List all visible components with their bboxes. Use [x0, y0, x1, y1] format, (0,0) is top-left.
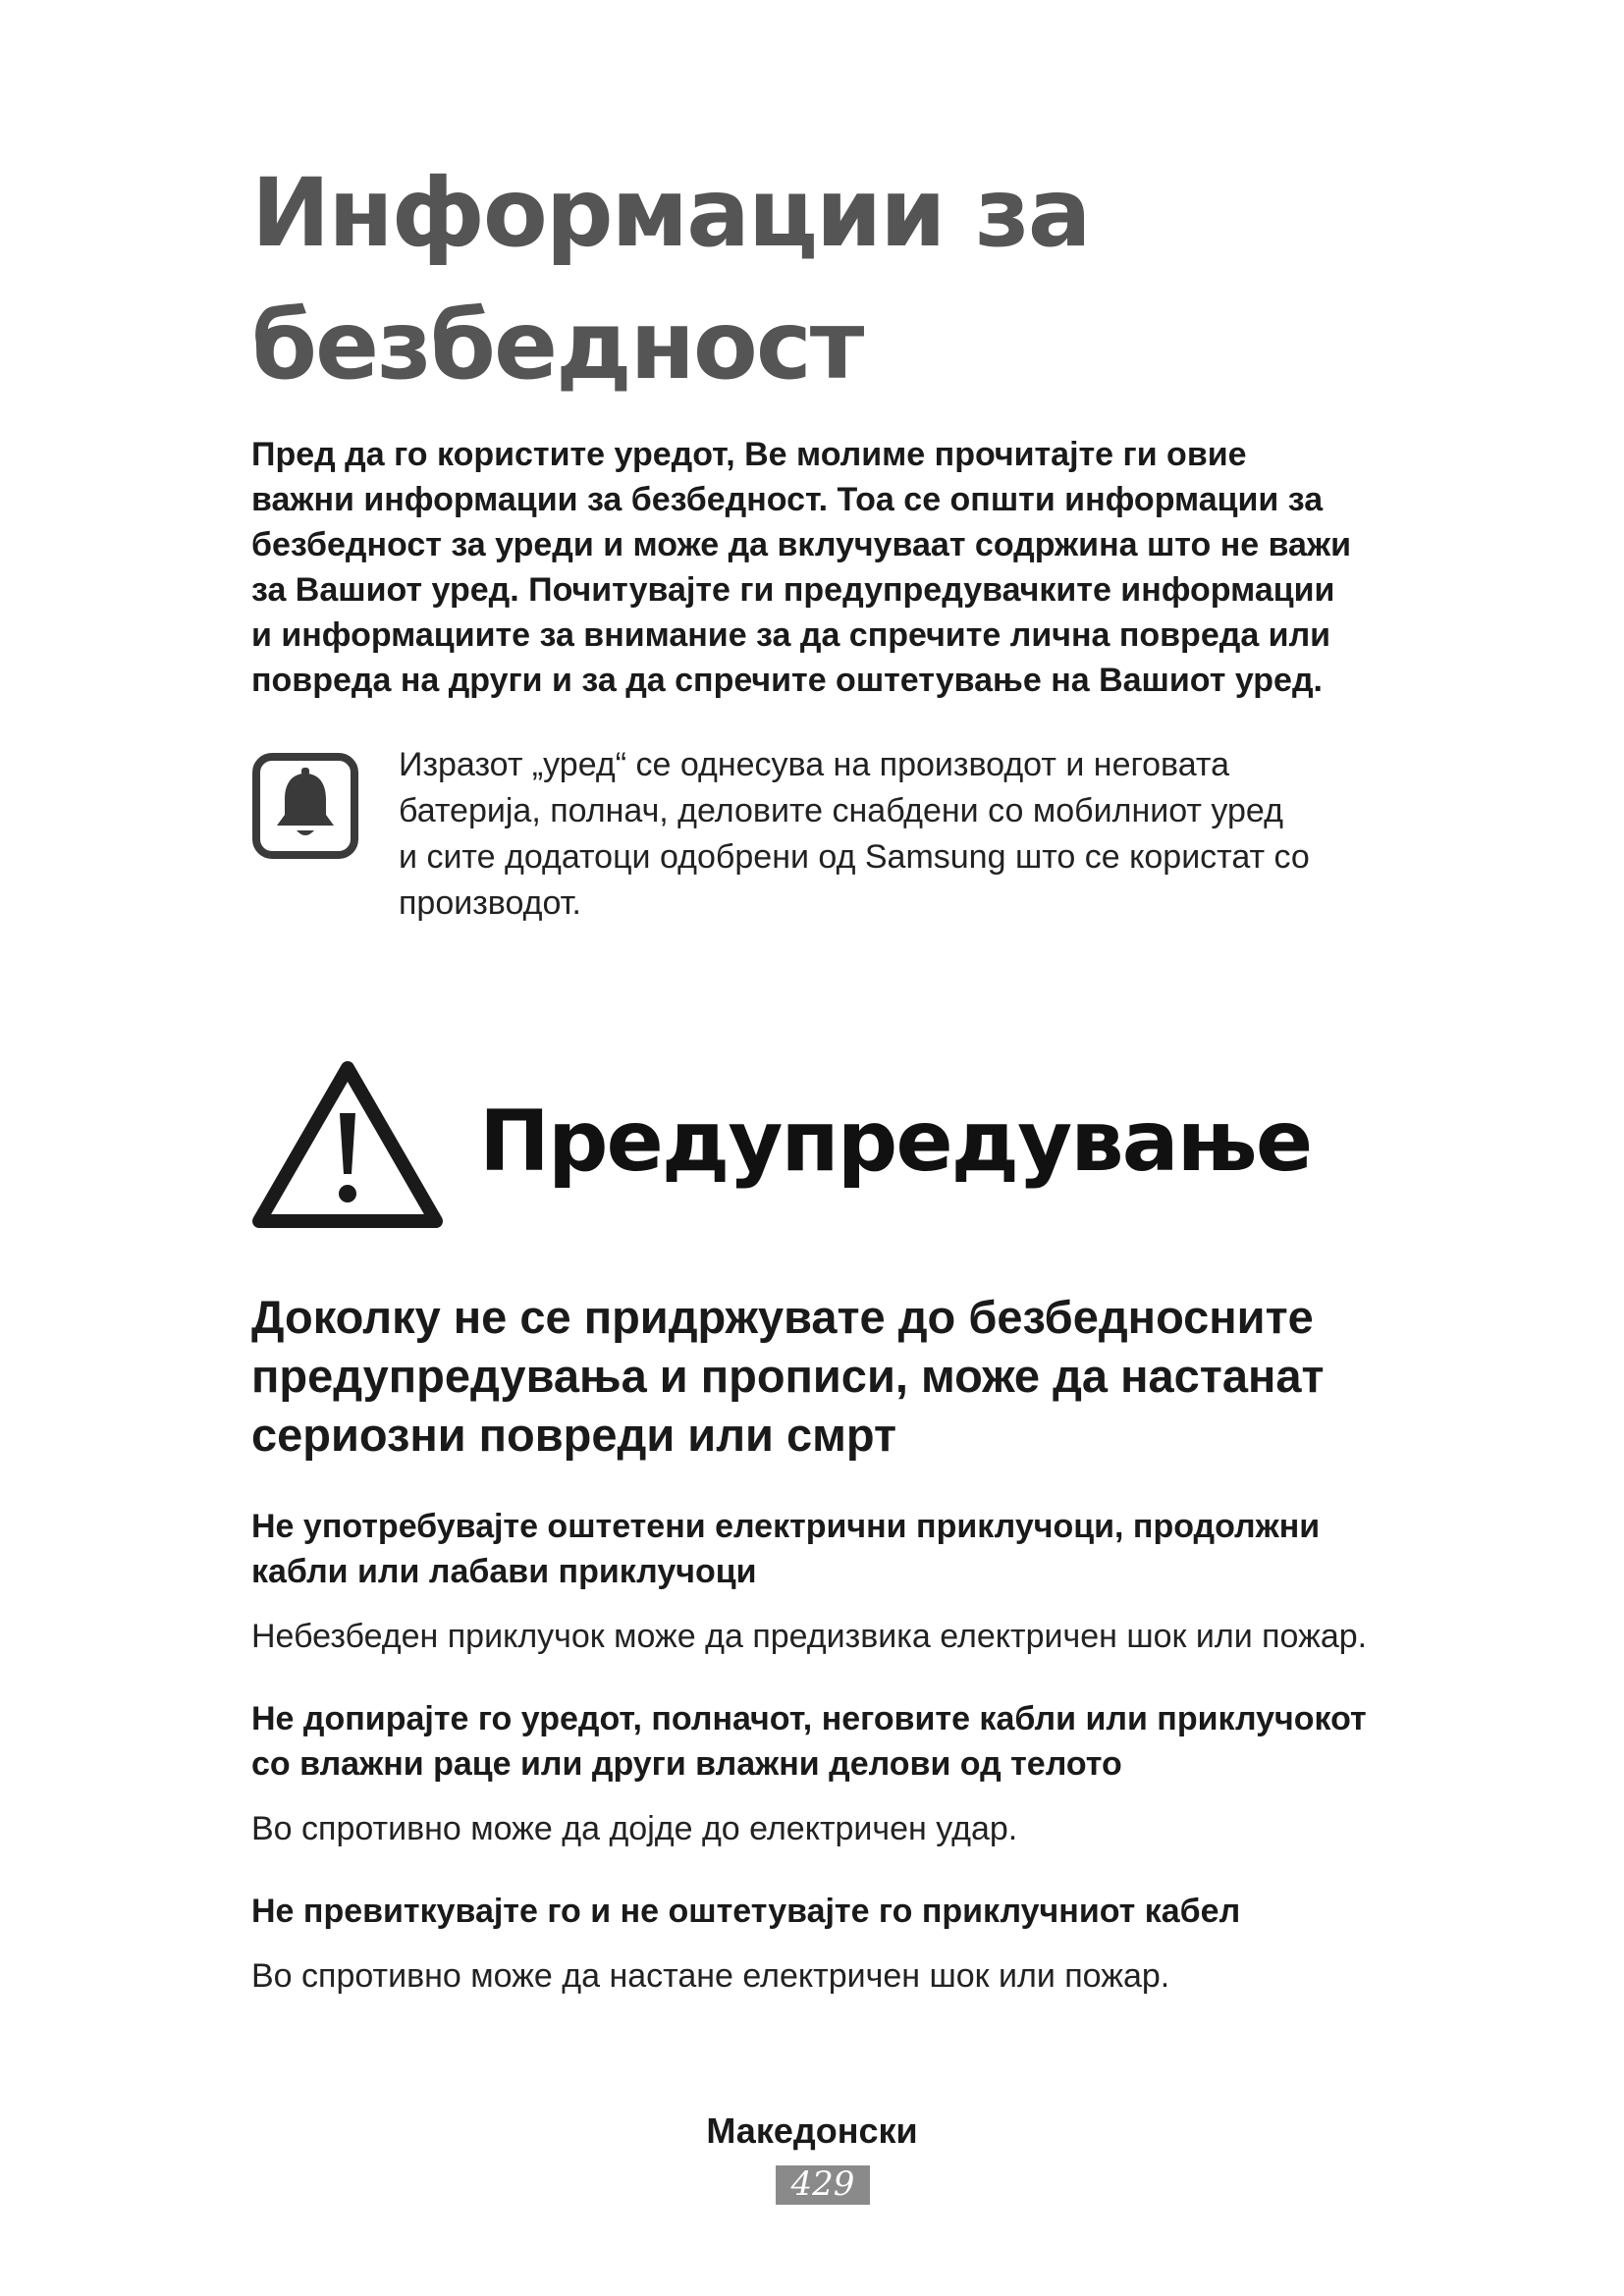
rule-title	[251, 1504, 1430, 1594]
warning-triangle-icon	[249, 1056, 446, 1233]
intro-line: безбедност за уреди и може да вклучуваат содржина што не важи	[251, 526, 1351, 563]
page-number: 429	[776, 2165, 870, 2205]
subheading-line: Доколку не се придржувате до безбедносните	[251, 1291, 1314, 1343]
intro-paragraph	[251, 432, 1371, 703]
note-line: Изразот „уред“ се однесува на производот и неговата	[399, 746, 1229, 783]
subheading-line: сериозни повреди или смрт	[251, 1409, 897, 1461]
note-text	[399, 742, 1361, 927]
rule-description: Во спротивно може да настане електричен шок или пожар.	[251, 1957, 1170, 1995]
footer-language: Македонски	[706, 2110, 918, 2151]
rule-title-line: Не употребувајте оштетени електрични приклучоци, продолжни	[251, 1508, 1321, 1545]
rule-title-line: кабли или лабави приклучоци	[251, 1553, 757, 1590]
warning-heading: Предупредување	[479, 1093, 1312, 1191]
rule-title	[251, 1889, 1430, 1934]
intro-line: Пред да го користите уредот, Ве молиме прочитајте ги овие	[251, 436, 1247, 473]
rule-description: Небезбеден приклучок може да предизвика електричен шок или пожар.	[251, 1618, 1368, 1655]
intro-line: повреда на други и за да спречите оштетување на Вашиот уред.	[251, 662, 1323, 699]
intro-line: за Вашиот уред. Почитувајте ги предупредувачките информации	[251, 571, 1335, 609]
page-title	[251, 147, 1430, 412]
rule-title-line: Не допирајте го уредот, полначот, неговите кабли или приклучокот	[251, 1700, 1367, 1737]
rule-title	[251, 1696, 1430, 1787]
intro-line: важни информации за безбедност. Тоа се општи информации за	[251, 481, 1324, 518]
page-title-line-1: Информации за	[251, 158, 1090, 268]
note-line: производот.	[399, 884, 581, 922]
rule-title-line: со влажни раце или други влажни делови од телото	[251, 1745, 1122, 1783]
page-title-line-2: безбедност	[251, 291, 863, 400]
intro-line: и информациите за внимание за да спречите лична повреда или	[251, 616, 1331, 654]
warning-subheading	[251, 1288, 1430, 1465]
rule-title-line: Не превиткувајте го и не оштетувајте го приклучниот кабел	[251, 1893, 1241, 1930]
note-line: батерија, полнач, деловите снабдени со мобилниот уред	[399, 792, 1283, 829]
rule-description: Во спротивно може да дојде до електричен удар.	[251, 1810, 1018, 1847]
note-line: и сите додатоци одобрени од Samsung што се користат со	[399, 838, 1310, 876]
bell-icon	[251, 752, 359, 860]
subheading-line: предупредувања и прописи, може да настанат	[251, 1350, 1325, 1402]
